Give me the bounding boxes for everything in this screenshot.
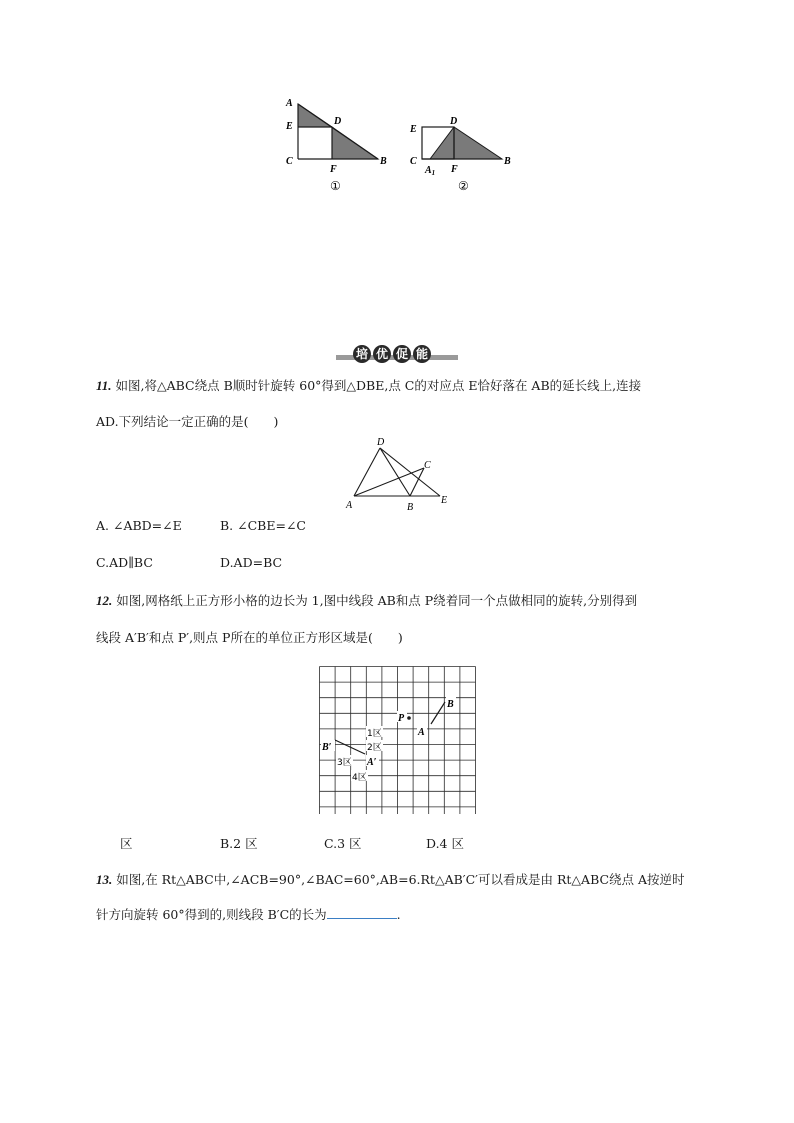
q11-label-B: B xyxy=(407,502,414,513)
q13-stem-end: . xyxy=(396,907,401,922)
q13-stem-line2: 针方向旋转 60°得到的,则线段 B′C的长为 xyxy=(96,907,327,922)
q11-label-E: E xyxy=(441,495,448,506)
q12-segment-A-prime-B-prime xyxy=(335,740,365,754)
fig2-caption: ② xyxy=(458,179,469,193)
q12-label-A-prime: A′ xyxy=(367,757,377,768)
banner-char: 培 xyxy=(353,345,371,363)
fig2-label-E: E xyxy=(410,124,417,135)
q11-option-d[interactable]: D.AD=BC xyxy=(220,555,283,570)
fig1-label-B: B xyxy=(380,156,387,167)
fig2-label-D: D xyxy=(450,116,458,127)
figure-1 xyxy=(285,98,387,193)
q12-grid-figure xyxy=(319,666,477,814)
q12-option-c[interactable]: C.3 区 xyxy=(324,836,362,851)
fig1-label-E: E xyxy=(286,121,293,132)
q12-label-P: P xyxy=(398,713,405,724)
grid-lines xyxy=(320,667,476,815)
q12-label-B: B xyxy=(447,699,454,710)
q11-label-D: D xyxy=(377,437,385,448)
banner-badges xyxy=(352,343,432,363)
q12-label-A: A xyxy=(418,727,425,738)
top-figure xyxy=(280,92,520,197)
q12-point-P xyxy=(407,716,411,720)
section-banner xyxy=(336,342,458,364)
q11-edge-DB xyxy=(380,448,410,496)
q13-stem-line1: 如图,在 Rt△ABC中,∠ACB=90°,∠BAC=60°,AB=6.Rt△AB′C′可以看成是由 Rt△ABC绕点 A按逆时 xyxy=(112,872,685,887)
q11-label-A: A xyxy=(346,500,353,511)
q12-region-3: 3区 xyxy=(337,758,352,768)
q12-stem-line1: 如图,网格纸上正方形小格的边长为 1,图中线段 AB和点 P绕着同一个点做相同的旋转,分别得到 xyxy=(112,593,638,608)
q11-option-c[interactable]: C.AD∥BC xyxy=(96,555,153,570)
banner-char: 促 xyxy=(393,345,411,363)
q11-stem-line1: 如图,将△ABC绕点 B顺时针旋转 60°得到△DBE,点 C的对应点 E恰好落在 AB的延长线上,连接 xyxy=(111,378,642,393)
q12-region-2: 2区 xyxy=(367,743,382,753)
q11-edge-AC xyxy=(354,468,424,496)
fig1-label-D: D xyxy=(334,116,342,127)
q13-line1 xyxy=(96,871,685,889)
figure-2 xyxy=(409,116,511,193)
fig2-label-C: C xyxy=(410,156,417,167)
banner-char: 优 xyxy=(373,345,391,363)
q11-line1 xyxy=(96,377,641,395)
fig2-label-B: B xyxy=(504,156,511,167)
q12-option-a[interactable]: 区 xyxy=(120,836,133,851)
q11-label-C: C xyxy=(424,460,431,471)
q11-line2: AD.下列结论一定正确的是( ) xyxy=(96,414,279,429)
q12-option-b[interactable]: B.2 区 xyxy=(220,836,258,851)
q12-region-1: 1区 xyxy=(367,729,382,739)
q12-option-d[interactable]: D.4 区 xyxy=(426,836,464,851)
fig1-label-F: F xyxy=(330,164,337,175)
fig2-label-F: F xyxy=(451,164,458,175)
q13-line2 xyxy=(96,906,401,924)
q12-line2: 线段 A′B′和点 P′,则点 P所在的单位正方形区域是( ) xyxy=(96,630,403,645)
fig1-caption: ① xyxy=(330,179,341,193)
q11-option-b[interactable]: B. ∠CBE=∠C xyxy=(220,518,306,533)
q11-edge-DE xyxy=(380,448,440,496)
fig1-label-A: A xyxy=(286,98,293,109)
q11-figure xyxy=(340,436,460,516)
q13-answer-blank[interactable] xyxy=(327,918,397,919)
banner-char: 能 xyxy=(413,345,431,363)
q11-option-a[interactable]: A. ∠ABD=∠E xyxy=(96,518,182,533)
q12-label-B-prime: B′ xyxy=(322,742,332,753)
fig2-shaded-triangle xyxy=(430,127,502,159)
fig1-label-C: C xyxy=(286,156,293,167)
q12-line1 xyxy=(96,592,637,610)
q13-number: 13. xyxy=(96,872,113,887)
q11-edge-AD xyxy=(354,448,380,496)
q12-number: 12. xyxy=(96,593,113,608)
q12-region-4: 4区 xyxy=(352,773,367,783)
fig2-label-A1: $A_1$ xyxy=(425,165,436,177)
q11-number: 11. xyxy=(96,378,112,393)
